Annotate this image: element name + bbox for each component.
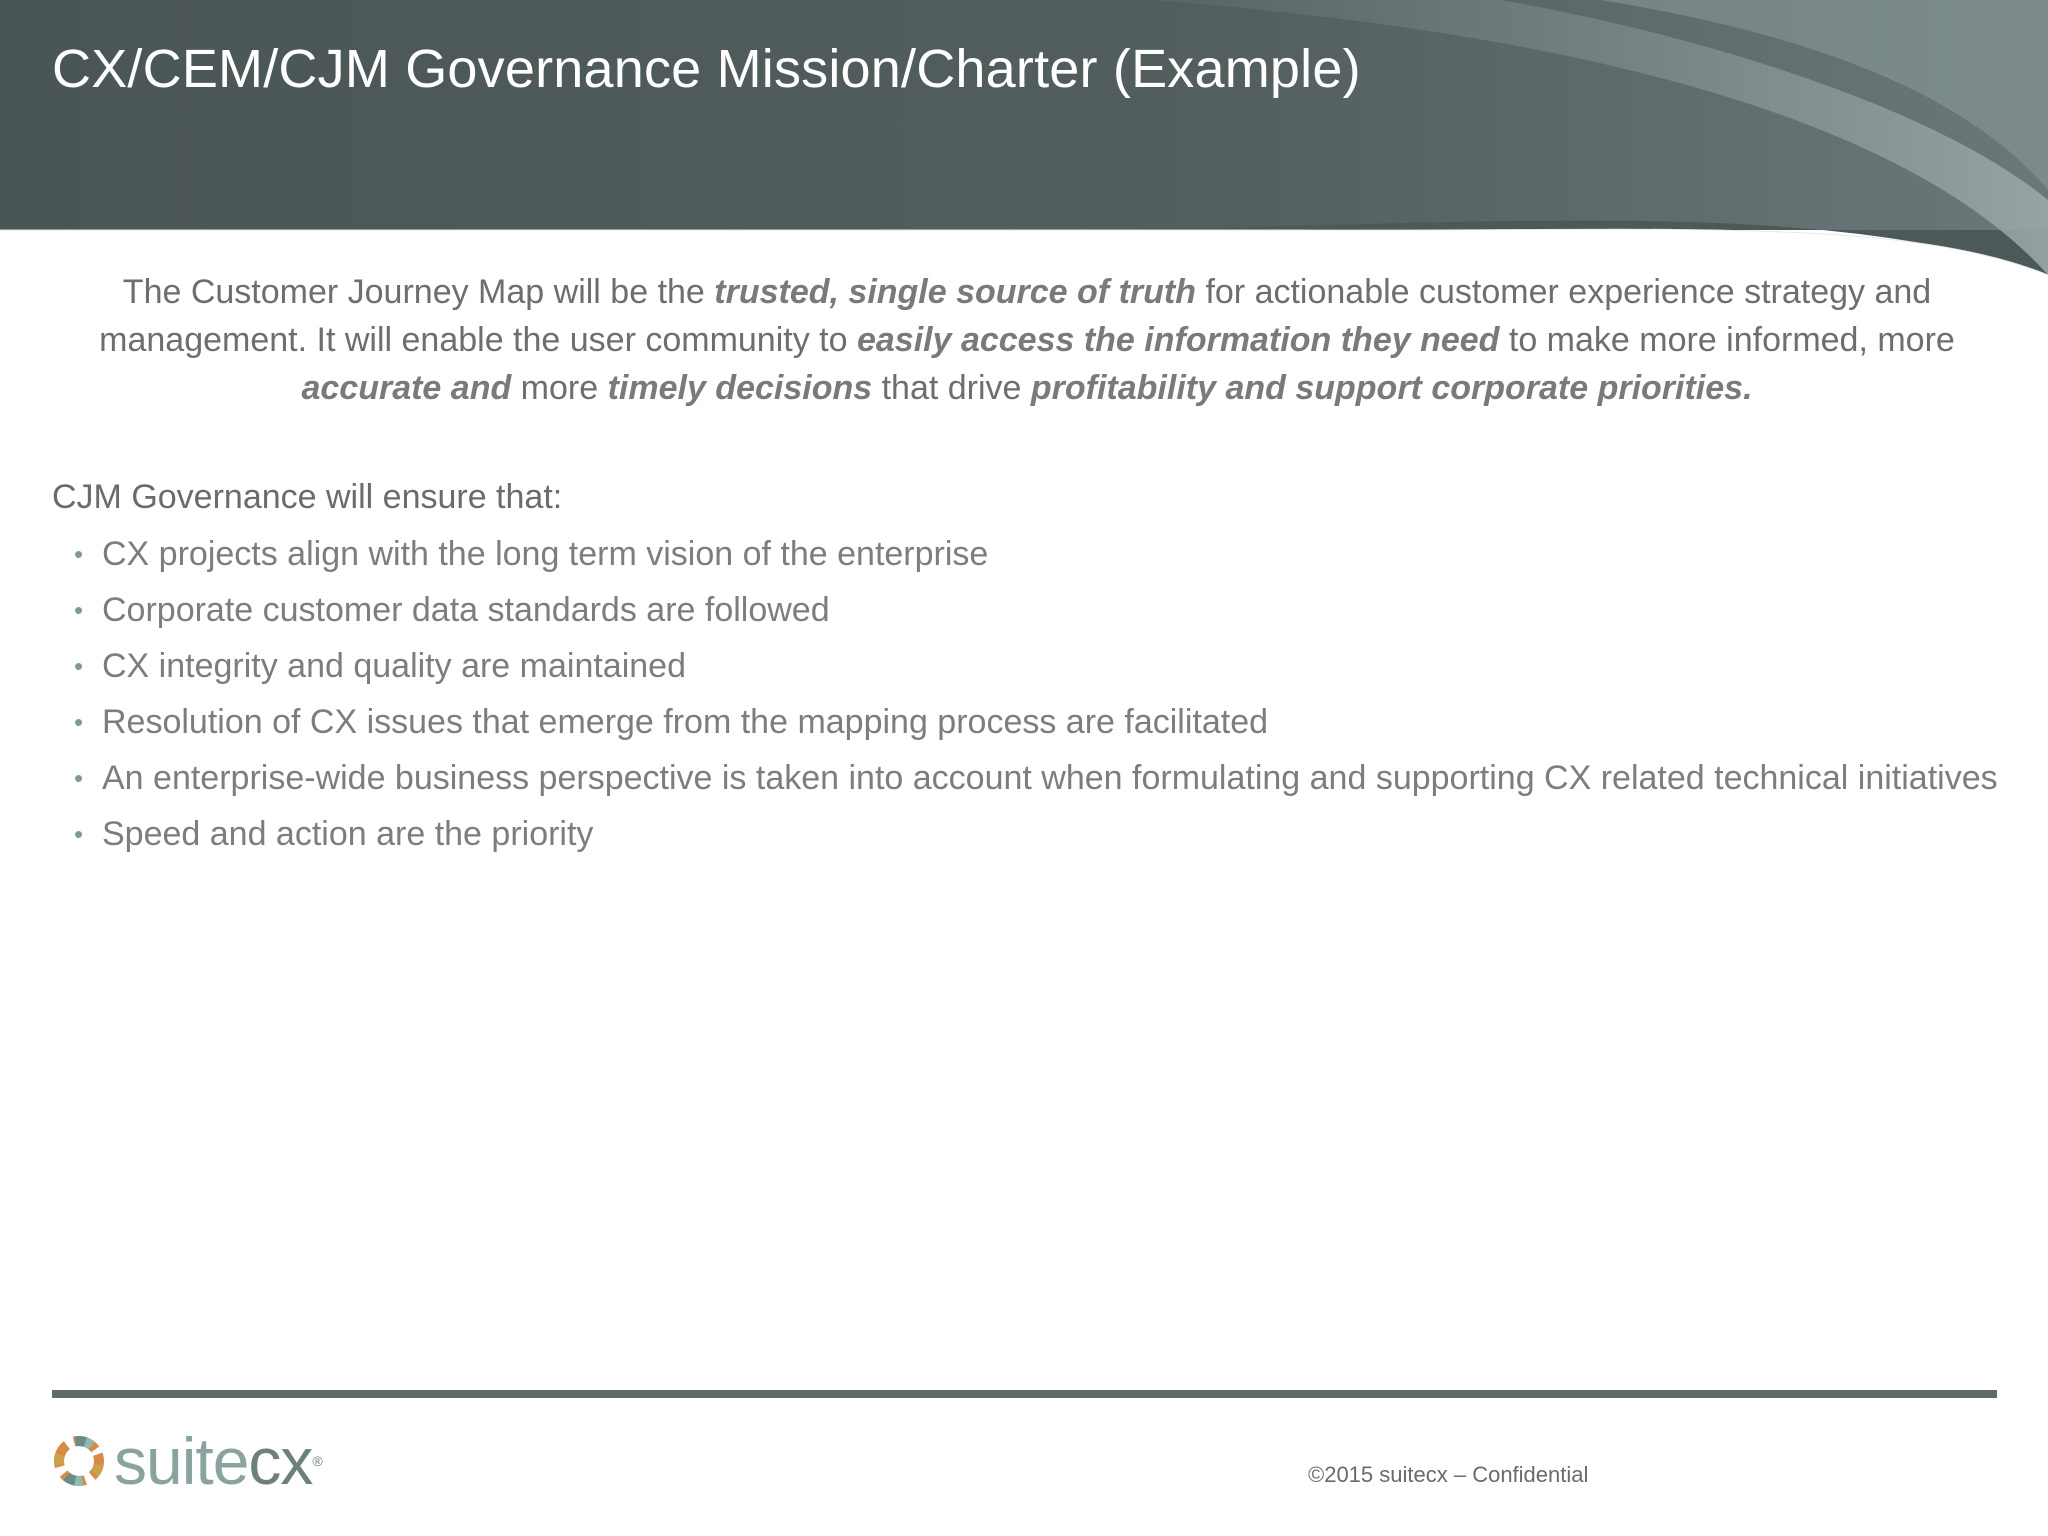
bullet-icon: • (74, 707, 84, 737)
suitecx-logo-icon (50, 1432, 108, 1490)
copyright-notice: ©2015 suitecx – Confidential (1308, 1462, 1589, 1487)
list-item-text: Speed and action are the priority (102, 815, 594, 853)
bullet-icon: • (74, 595, 84, 625)
suitecx-logo (50, 1425, 322, 1497)
governance-heading: CJM Governance will ensure that: (52, 478, 563, 516)
mission-emphasis-1: trusted, single source of truth (714, 273, 1196, 311)
mission-emphasis-5: profitability and support corporate priorities. (1030, 369, 1753, 407)
mission-text-2: for actionable customer experience strategy and management. It will enable the user community to (99, 273, 1932, 359)
list-item-text: An enterprise-wide business perspective is taken into account when formulating and supporting CX related technical initiatives (102, 759, 1998, 797)
logo-wordmark (114, 1425, 322, 1497)
mission-emphasis-3: accurate and (301, 369, 512, 407)
mission-text-1: The Customer Journey Map will be the (122, 273, 715, 311)
list-item (72, 754, 2002, 802)
list-item (72, 586, 2002, 634)
list-item-text: Resolution of CX issues that emerge from the mapping process are facilitated (102, 703, 1269, 741)
list-item-text: CX integrity and quality are maintained (102, 647, 686, 685)
list-item (72, 530, 2002, 578)
bullet-icon: • (74, 651, 84, 681)
logo-registered-mark: ® (312, 1453, 322, 1469)
mission-text-5: that drive (872, 369, 1031, 407)
mission-emphasis-2: easily access the information they need (856, 321, 1500, 359)
bullet-icon: • (74, 539, 84, 569)
mission-statement (52, 268, 2002, 412)
mission-text-3: to make more informed, more (1499, 321, 1955, 359)
logo-text-cx: cx (248, 1424, 313, 1498)
mission-emphasis-4: timely decisions (607, 369, 873, 407)
list-item (72, 698, 2002, 746)
list-item (72, 810, 2002, 858)
slide-title: CX/CEM/CJM Governance Mission/Charter (Example) (52, 39, 1361, 99)
list-item-text: CX projects align with the long term vision of the enterprise (102, 535, 989, 573)
governance-list (72, 530, 2002, 866)
mission-text-4: more (511, 369, 608, 407)
bullet-icon: • (74, 819, 84, 849)
list-item (72, 642, 2002, 690)
logo-text-suite: suite (114, 1424, 249, 1498)
bullet-icon: • (74, 763, 84, 793)
list-item-text: Corporate customer data standards are followed (102, 591, 830, 629)
footer-divider (52, 1390, 1997, 1398)
